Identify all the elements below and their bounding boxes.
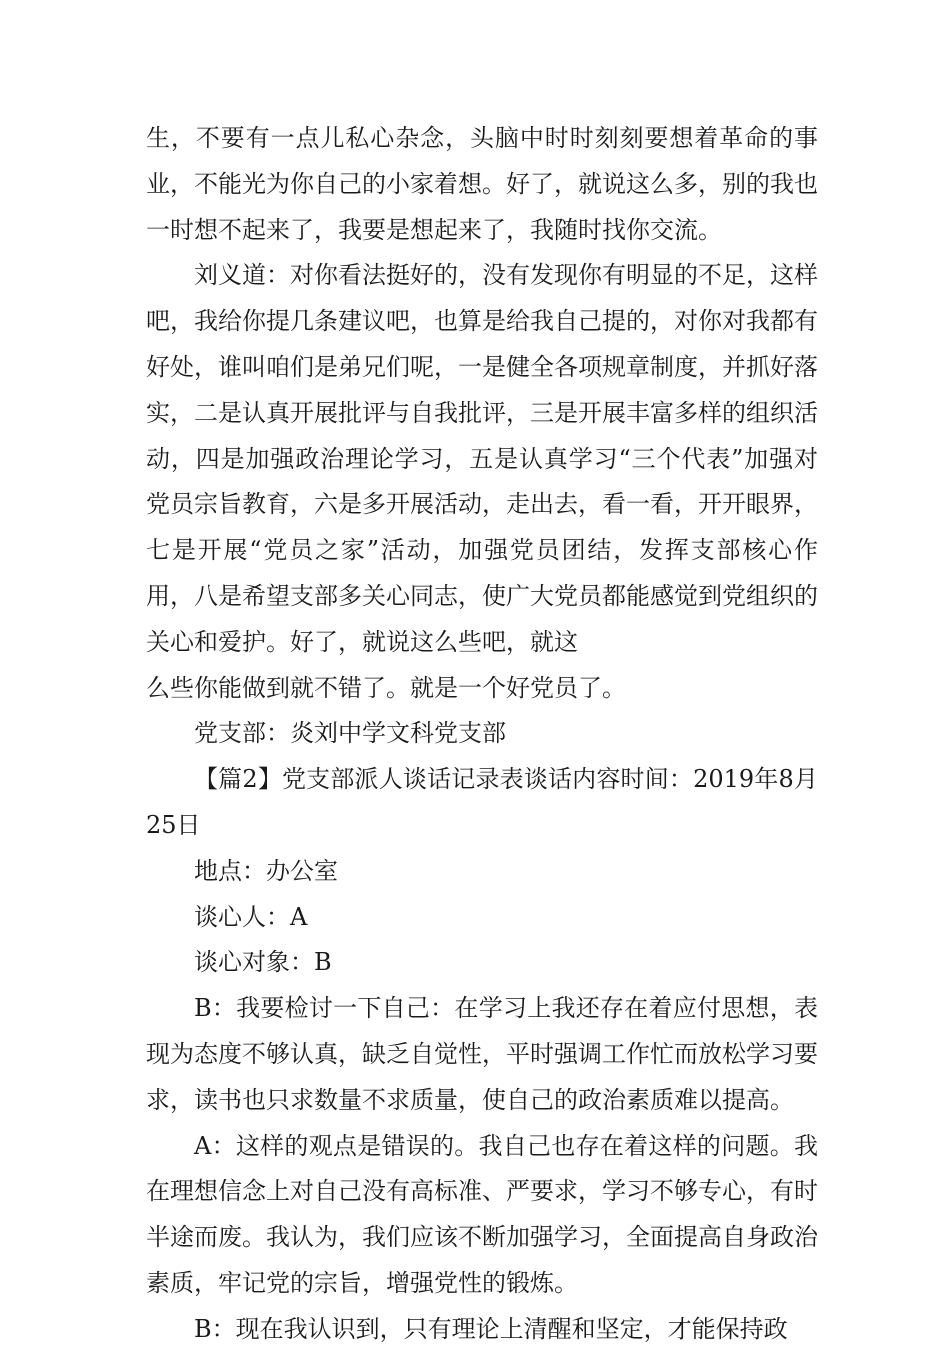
paragraph-b-realization: B：现在我认识到，只有理论上清醒和坚定，才能保持政 [194,1314,788,1343]
document-body [146,116,818,1353]
location-line: 地点：办公室 [194,856,338,885]
party-branch-line: 党支部：炎刘中学文科党支部 [194,719,506,748]
paragraph-suggestions-end: 么些你能做到就不错了。就是一个好党员了。 [146,673,626,702]
section-heading-part-2: 【篇2】党支部派人谈话记录表谈话内容时间：2019年8月25日 [146,765,818,839]
paragraph-continuation: 生，不要有一点儿私心杂念，头脑中时时刻刻要想着革命的事业，不能光为你自己的小家着想。好了，就说这么多，别的我也一时想不起来了，我要是想起来了，我随时找你交流。 [146,124,818,244]
paragraph-b-self-review: B：我要检讨一下自己：在学习上我还存在着应付思想，表现为态度不够认真，缺乏自觉性，平时强调工作忙而放松学习要求，读书也只求数量不求质量，使自己的政治素质难以提高。 [146,994,818,1114]
interviewer-line: 谈心人：A [194,902,308,931]
paragraph-a-response: A：这样的观点是错误的。我自己也存在着这样的问题。我在理想信念上对自己没有高标准、严要求，学习不够专心，有时半途而废。我认为，我们应该不断加强学习，全面提高自身政治素质，牢记党的宗旨，增强党性的锻炼。 [146,1131,818,1297]
paragraph-liu-yi-dao-suggestions: 刘义道：对你看法挺好的，没有发现你有明显的不足，这样吧，我给你提几条建议吧，也算是给我自己提的，对你对我都有好处，谁叫咱们是弟兄们呢，一是健全各项规章制度，并抓好落实，二是认真开展批评与自我批评，三是开展丰富多样的组织活动，四是加强政治理论学习，五是认真学习“三个代表”加强对党员宗旨教育，六是多开展活动，走出去，看一看，开开眼界，七是开展“党员之家”活动，加强党员团结，发挥支部核心作用，八是希望支部多关心同志，使广大党员都能感觉到党组织的关心和爱护。好了，就说这么些吧，就这 [146,261,818,656]
interviewee-line: 谈心对象：B [194,948,332,977]
